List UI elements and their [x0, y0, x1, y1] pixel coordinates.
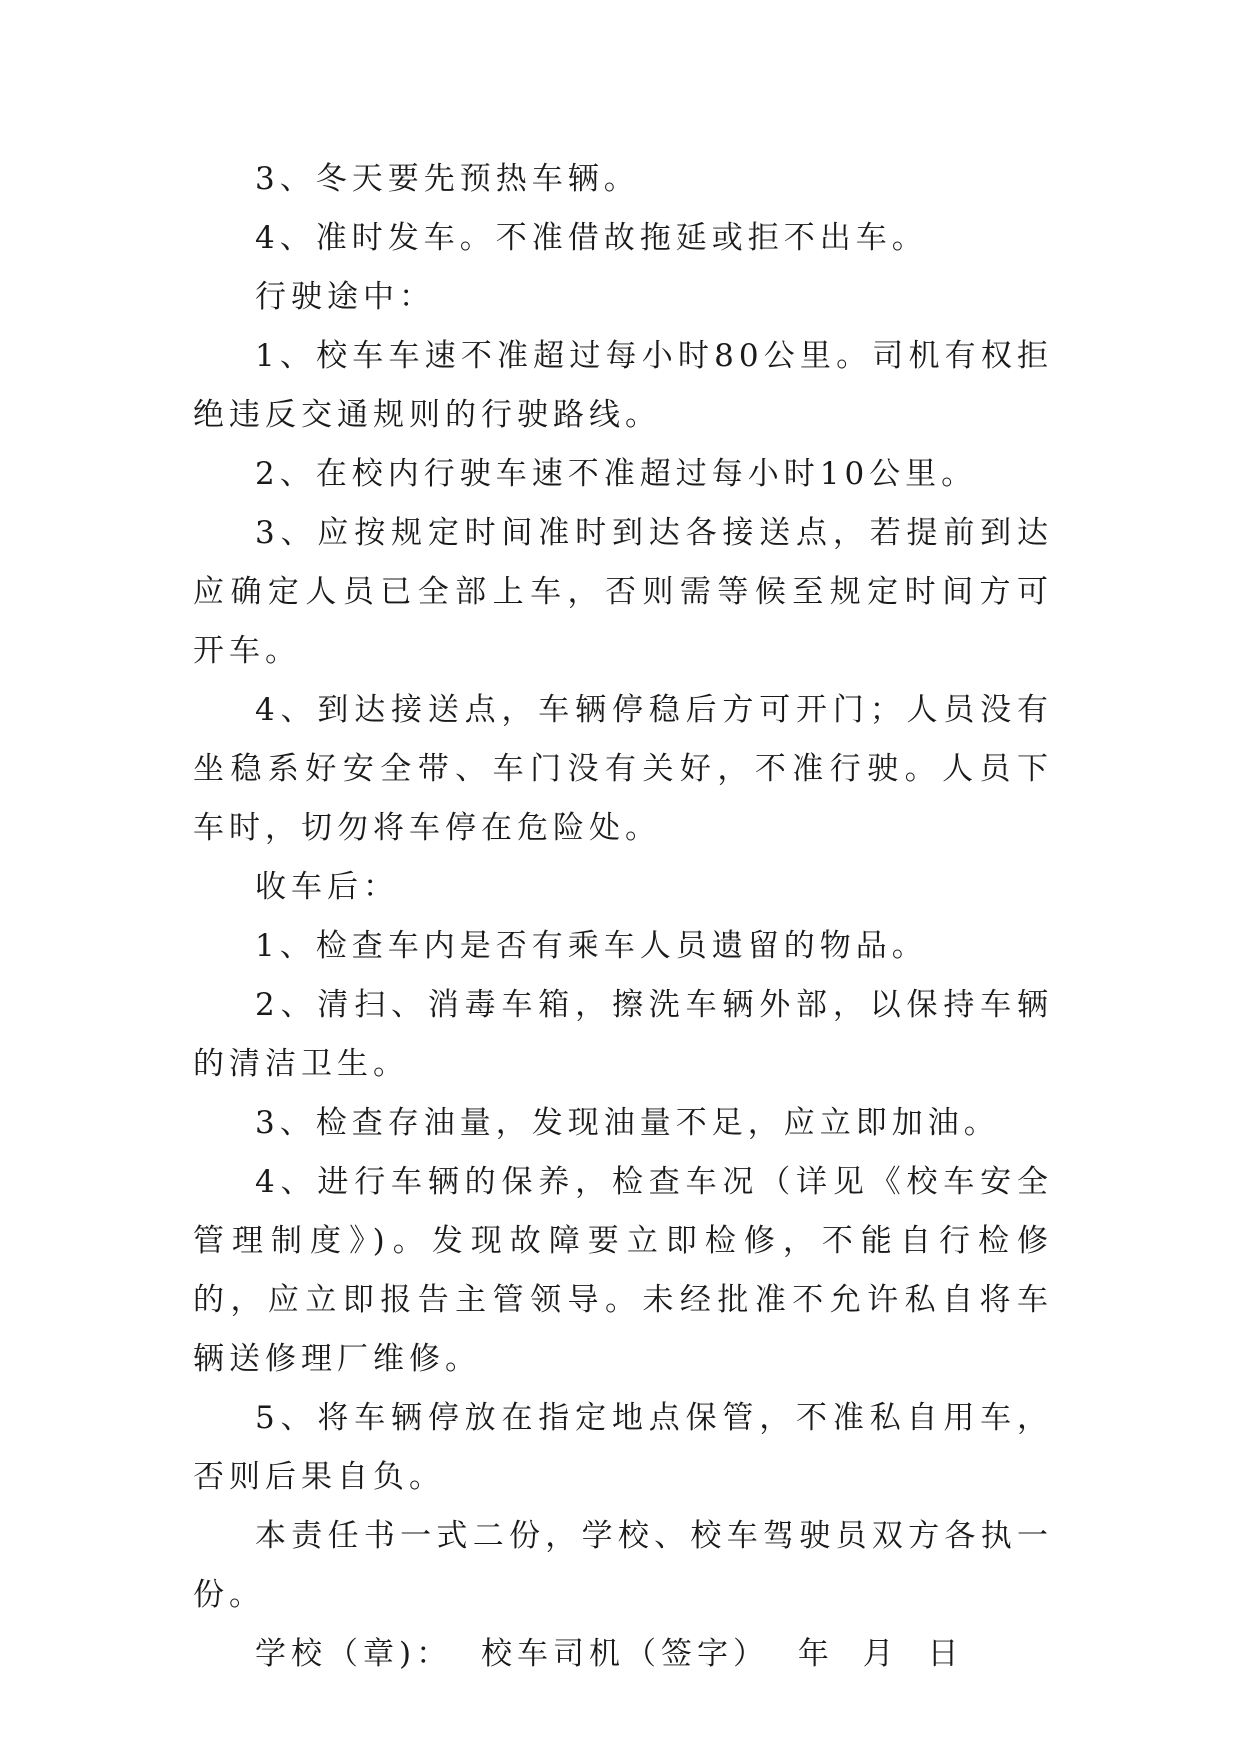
section-heading-driving: 行驶途中： [255, 279, 435, 315]
paragraph-maintenance: 4、进行车辆的保养，检查车况（详见《校车安全管理制度》)。发现故障要立即检修，不能自行检修的，应立即报告主管领导。未经批准不允许私自将车辆送修理厂维修。 [193, 1164, 1053, 1377]
school-seal-label: 学校（章)： [255, 1636, 453, 1672]
date-day-label: 日 [927, 1636, 964, 1672]
paragraph-speed-limit-80: 1、校车车速不准超过每小时80公里。司机有权拒绝违反交通规则的行驶路线。 [193, 338, 1053, 433]
document-body [193, 150, 1053, 1684]
paragraph-speed-limit-10: 2、在校内行驶车速不准超过每小时10公里。 [255, 456, 978, 492]
paragraph-fuel-check: 3、检查存油量，发现油量不足，应立即加油。 [255, 1105, 1000, 1141]
paragraph-copies: 本责任书一式二份，学校、校车驾驶员双方各执一份。 [193, 1518, 1053, 1613]
date-year-label: 年 [797, 1636, 834, 1672]
paragraph-arrival-schedule: 3、应按规定时间准时到达各接送点，若提前到达应确定人员已全部上车，否则需等候至规定时间方可开车。 [193, 515, 1053, 669]
driver-signature-label: 校车司机（签字） [480, 1636, 769, 1672]
paragraph-on-time-departure: 4、准时发车。不准借故拖延或拒不出车。 [255, 220, 928, 256]
section-heading-after-return: 收车后： [255, 869, 399, 905]
paragraph-check-items: 1、检查车内是否有乘车人员遗留的物品。 [255, 928, 928, 964]
signature-line [193, 1625, 1053, 1684]
paragraph-door-safety: 4、到达接送点，车辆停稳后方可开门；人员没有坐稳系好安全带、车门没有关好，不准行驶。人员下车时，切勿将车停在危险处。 [193, 692, 1053, 846]
paragraph-preheat: 3、冬天要先预热车辆。 [255, 161, 640, 197]
paragraph-parking: 5、将车辆停放在指定地点保管，不准私自用车，否则后果自负。 [193, 1400, 1053, 1495]
paragraph-cleaning: 2、清扫、消毒车箱，擦洗车辆外部，以保持车辆的清洁卫生。 [193, 987, 1053, 1082]
date-month-label: 月 [862, 1636, 899, 1672]
